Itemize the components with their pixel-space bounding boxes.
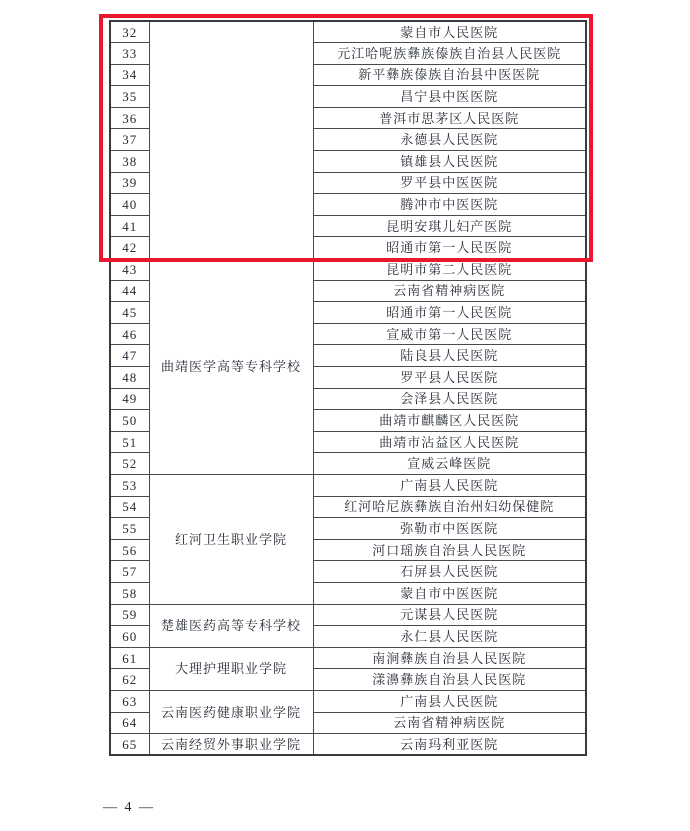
hospital-cell: 镇雄县人民医院 (313, 151, 586, 173)
hospital-table-body (110, 21, 586, 755)
hospital-cell: 普洱市思茅区人民医院 (313, 107, 586, 129)
hospital-cell: 昭通市第一人民医院 (313, 302, 586, 324)
hospital-cell: 红河哈尼族彝族自治州妇幼保健院 (313, 496, 586, 518)
hospital-cell: 昆明市第二人民医院 (313, 259, 586, 281)
school-cell (149, 21, 313, 259)
hospital-cell: 广南县人民医院 (313, 474, 586, 496)
row-number-cell: 47 (110, 345, 149, 367)
row-number-cell: 35 (110, 86, 149, 108)
row-number-cell: 45 (110, 302, 149, 324)
hospital-cell: 永仁县人民医院 (313, 626, 586, 648)
hospital-cell: 昌宁县中医医院 (313, 86, 586, 108)
hospital-cell: 永德县人民医院 (313, 129, 586, 151)
row-number-cell: 60 (110, 626, 149, 648)
row-number-cell: 54 (110, 496, 149, 518)
hospital-cell: 元谋县人民医院 (313, 604, 586, 626)
school-hospital-table (109, 20, 587, 756)
row-number-cell: 64 (110, 712, 149, 734)
row-number-cell: 59 (110, 604, 149, 626)
school-cell: 大理护理职业学院 (149, 647, 313, 690)
hospital-cell: 云南省精神病医院 (313, 280, 586, 302)
hospital-cell: 曲靖市麒麟区人民医院 (313, 410, 586, 432)
row-number-cell: 63 (110, 690, 149, 712)
hospital-cell: 石屏县人民医院 (313, 561, 586, 583)
row-number-cell: 58 (110, 582, 149, 604)
row-number-cell: 51 (110, 431, 149, 453)
row-number-cell: 43 (110, 259, 149, 281)
hospital-cell: 漾濞彝族自治县人民医院 (313, 669, 586, 691)
row-number-cell: 55 (110, 518, 149, 540)
table-row (110, 604, 586, 626)
hospital-cell: 河口瑶族自治县人民医院 (313, 539, 586, 561)
hospital-cell: 会泽县人民医院 (313, 388, 586, 410)
hospital-cell: 罗平县中医医院 (313, 172, 586, 194)
hospital-cell: 宣威云峰医院 (313, 453, 586, 475)
row-number-cell: 52 (110, 453, 149, 475)
row-number-cell: 62 (110, 669, 149, 691)
page-number: — 4 — (103, 800, 155, 815)
row-number-cell: 39 (110, 172, 149, 194)
row-number-cell: 61 (110, 647, 149, 669)
school-cell: 曲靖医学高等专科学校 (149, 259, 313, 475)
row-number-cell: 65 (110, 734, 149, 756)
table-row (110, 21, 586, 43)
school-cell: 云南经贸外事职业学院 (149, 734, 313, 756)
row-number-cell: 53 (110, 474, 149, 496)
row-number-cell: 36 (110, 107, 149, 129)
school-cell: 楚雄医药高等专科学校 (149, 604, 313, 647)
hospital-cell: 元江哈呢族彝族傣族自治县人民医院 (313, 43, 586, 65)
hospital-cell: 蒙自市中医医院 (313, 582, 586, 604)
row-number-cell: 49 (110, 388, 149, 410)
row-number-cell: 50 (110, 410, 149, 432)
row-number-cell: 42 (110, 237, 149, 259)
row-number-cell: 37 (110, 129, 149, 151)
row-number-cell: 56 (110, 539, 149, 561)
hospital-cell: 腾冲市中医医院 (313, 194, 586, 216)
hospital-cell: 云南省精神病医院 (313, 712, 586, 734)
row-number-cell: 34 (110, 64, 149, 86)
row-number-cell: 57 (110, 561, 149, 583)
school-cell: 云南医药健康职业学院 (149, 690, 313, 733)
table-row (110, 647, 586, 669)
hospital-cell: 昆明安琪儿妇产医院 (313, 215, 586, 237)
row-number-cell: 40 (110, 194, 149, 216)
hospital-cell: 南涧彝族自治县人民医院 (313, 647, 586, 669)
row-number-cell: 44 (110, 280, 149, 302)
hospital-cell: 宣威市第一人民医院 (313, 323, 586, 345)
hospital-cell: 蒙自市人民医院 (313, 21, 586, 43)
hospital-cell: 新平彝族傣族自治县中医医院 (313, 64, 586, 86)
table-row (110, 734, 586, 756)
row-number-cell: 38 (110, 151, 149, 173)
hospital-cell: 陆良县人民医院 (313, 345, 586, 367)
hospital-cell: 昭通市第一人民医院 (313, 237, 586, 259)
school-cell: 红河卫生职业学院 (149, 474, 313, 604)
table-row (110, 259, 586, 281)
row-number-cell: 46 (110, 323, 149, 345)
hospital-cell: 云南玛利亚医院 (313, 734, 586, 756)
row-number-cell: 48 (110, 367, 149, 389)
hospital-cell: 罗平县人民医院 (313, 367, 586, 389)
table-row (110, 474, 586, 496)
row-number-cell: 41 (110, 215, 149, 237)
hospital-cell: 曲靖市沾益区人民医院 (313, 431, 586, 453)
table-row (110, 690, 586, 712)
row-number-cell: 33 (110, 43, 149, 65)
row-number-cell: 32 (110, 21, 149, 43)
hospital-cell: 弥勒市中医医院 (313, 518, 586, 540)
hospital-cell: 广南县人民医院 (313, 690, 586, 712)
